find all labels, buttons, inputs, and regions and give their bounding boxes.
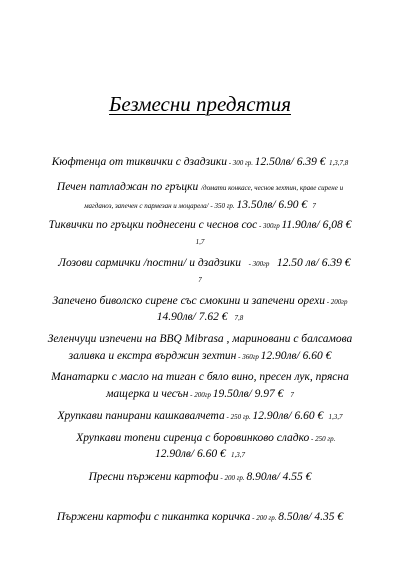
- item-name: Лозови сармички /постни/ и дзадзики: [58, 257, 242, 269]
- item-allergens: 1,3,7: [230, 451, 245, 459]
- item-weight: - 300 гр.: [226, 159, 255, 167]
- item-name: мащерка и чесън: [106, 388, 189, 400]
- menu-item-melted-cheese-line2: [0, 447, 400, 463]
- menu-item-spicy-fries: [0, 510, 400, 526]
- item-name: Хрупкави панирани кашкавалчета: [57, 410, 225, 422]
- item-price: 19.50лв/ 9.97 €: [212, 388, 284, 400]
- menu-item-fresh-fries: [0, 470, 400, 486]
- menu-item-vine-leaves-allergens: [0, 272, 400, 288]
- menu-item-bbq-vegetables-line2: [0, 349, 400, 365]
- item-price: 8.90лв/ 4.55 €: [246, 471, 312, 483]
- menu-item-porcini-line2: [0, 387, 400, 403]
- item-name: Зеленчуци изпечени на BBQ Mibrasa , мариновани с балсамова: [47, 333, 353, 345]
- item-price: 14.90лв/ 7.62 €: [156, 311, 228, 323]
- item-name: Пържени картофи с пикантка коричка: [56, 511, 251, 523]
- item-price: 12.50лв/ 6.39 €: [254, 156, 326, 168]
- item-price: 8.50лв/ 4.35 €: [278, 511, 344, 523]
- menu-item-baked-eggplant: [0, 180, 400, 196]
- menu-item-vine-leaves: [0, 256, 400, 272]
- item-price: 12.90лв/ 6.60 €: [155, 448, 226, 460]
- item-allergens: 7: [312, 202, 316, 210]
- item-name: Кюфтенца от тиквички с дзадзики: [51, 156, 227, 168]
- item-weight: - 200 гр.: [218, 474, 247, 482]
- item-weight: - 350 гр.: [208, 202, 237, 210]
- item-weight: - 360гр: [236, 353, 261, 361]
- item-allergens: 1,7: [195, 238, 205, 246]
- item-allergens: 1,3,7: [328, 413, 343, 421]
- item-weight: - 200гр: [324, 298, 348, 306]
- item-price: 13.50лв/ 6.90 €: [236, 199, 308, 211]
- menu-item-melted-cheese: [0, 431, 400, 447]
- menu-item-buffalo-cheese-line2: [0, 310, 400, 326]
- menu-item-breaded-cheese: [0, 409, 400, 425]
- item-weight: - 300гр: [246, 260, 272, 268]
- item-allergens: 1,3,7,8: [328, 159, 349, 167]
- item-description: /домати конкасе, чеснов зехтин, краве сирене и: [201, 184, 344, 192]
- menu-item-buffalo-cheese: [0, 294, 400, 310]
- menu-item-porcini: [0, 370, 400, 385]
- menu-item-zucchini-balls: [0, 155, 400, 171]
- item-price: 12.90лв/ 6.60 €: [260, 350, 332, 362]
- item-weight: - 200 гр.: [250, 514, 279, 522]
- item-name: заливка и екстра върджин зехтин: [68, 350, 237, 362]
- menu-item-greek-zucchini-allergens: [0, 234, 400, 250]
- menu-item-bbq-vegetables: [0, 332, 400, 347]
- item-price: 11.90лв/ 6,08 €: [281, 219, 352, 231]
- menu-item-greek-zucchini: [0, 218, 400, 234]
- item-price: 12.50 лв/ 6.39 €: [276, 257, 351, 269]
- item-weight: - 250 гр.: [224, 413, 253, 421]
- item-allergens: 7,8: [234, 314, 244, 322]
- item-name: Печен патладжан по гръцки: [56, 181, 199, 193]
- item-name: Тиквички по гръцки поднесени с чеснов сос: [48, 219, 258, 231]
- item-allergens: 7: [290, 391, 294, 399]
- item-name: Пресни пържени картофи: [88, 471, 219, 483]
- item-name: Хрупкави топени сиренца с боровинково сладко: [76, 432, 310, 444]
- item-price: 12.90лв/ 6.60 €: [252, 410, 324, 422]
- item-weight: - 300гр: [257, 222, 282, 230]
- item-weight: - 200гр: [188, 391, 213, 399]
- menu-item-baked-eggplant-line2: [0, 198, 400, 214]
- item-allergens: 7: [198, 276, 202, 284]
- item-weight: - 250 гр.: [309, 435, 336, 443]
- item-name: Манатарки с масло на тиган с бяло вино, пресен лук, прясна: [51, 371, 349, 383]
- item-description: магданоз, запечен с пармезан и моцарела/: [84, 202, 209, 210]
- page-title: Безмесни предястия: [109, 92, 291, 116]
- item-name: Запечено биволско сирене със смокини и запечени орехи: [52, 295, 325, 307]
